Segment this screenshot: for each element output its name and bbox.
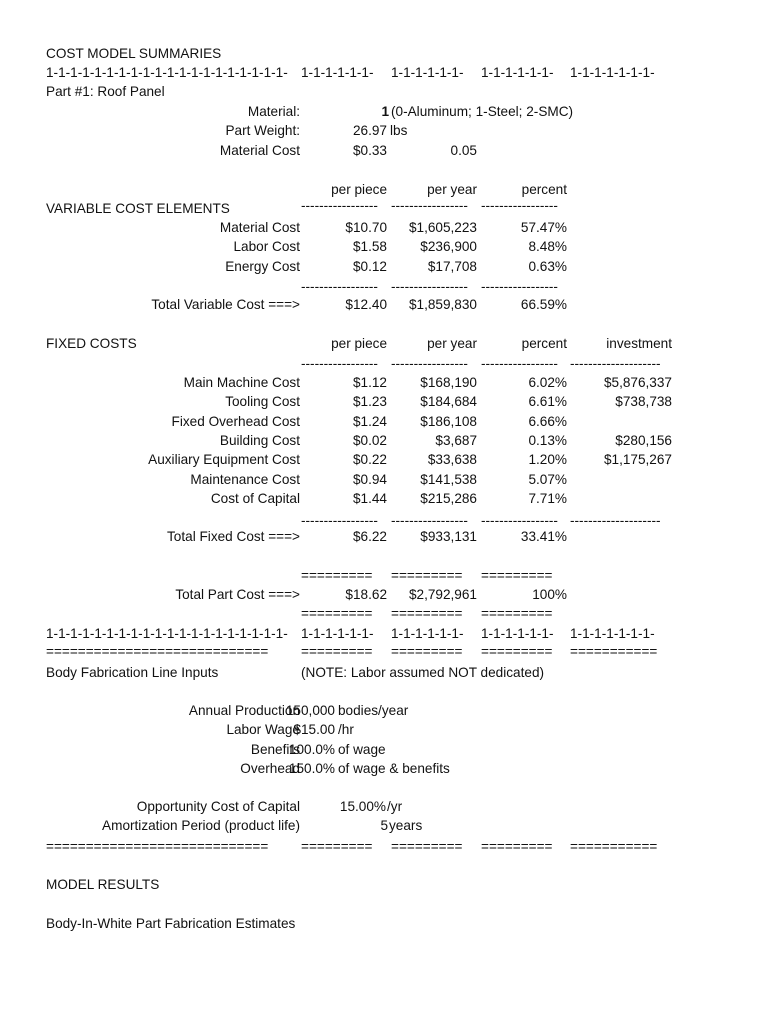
fixed-total-piece: $6.22 bbox=[352, 529, 387, 544]
fixed-row-investment: $5,876,337 bbox=[603, 375, 672, 390]
variable-row-label: Material Cost bbox=[219, 220, 300, 235]
fixed-row-label: Tooling Cost bbox=[225, 394, 300, 410]
fixed-underline-1: ----------------- bbox=[301, 356, 378, 371]
dash-separator-2b: 1-1-1-1-1-1- bbox=[301, 626, 374, 641]
fixed-total-underline-3: ----------------- bbox=[481, 513, 558, 528]
fixed-row-percent: 5.07% bbox=[528, 471, 567, 487]
material-cost-label: Material Cost bbox=[219, 143, 300, 158]
fixed-row-label: Maintenance Cost bbox=[190, 471, 300, 487]
fixed-row-label: Auxiliary Equipment Cost bbox=[148, 452, 300, 468]
fixed-underline-2: ----------------- bbox=[391, 356, 468, 371]
fixed-row-label: Fixed Overhead Cost bbox=[171, 413, 300, 429]
input-row-unit: /hr bbox=[338, 722, 354, 738]
variable-row-label: Labor Cost bbox=[233, 239, 300, 255]
variable-underline-3: ----------------- bbox=[481, 198, 558, 213]
equals-separator-2d: ========= bbox=[481, 839, 553, 854]
capital-row-label: Amortization Period (product life) bbox=[102, 818, 300, 834]
part-total-label: Total Part Cost ===> bbox=[175, 587, 300, 602]
equals-separator-1e: =========== bbox=[570, 644, 658, 659]
fixed-row-per-year: $184,684 bbox=[420, 394, 477, 410]
fixed-row-percent: 0.13% bbox=[528, 432, 567, 448]
dash-separator-2e: 1-1-1-1-1-1-1- bbox=[570, 626, 655, 641]
equals-separator-2a: ============================ bbox=[46, 839, 269, 854]
fixed-total-percent: 33.41% bbox=[520, 529, 567, 544]
fixed-row-percent: 6.61% bbox=[528, 394, 567, 410]
material-note: (0-Aluminum; 1-Steel; 2-SMC) bbox=[391, 104, 574, 119]
variable-total-percent: 66.59% bbox=[520, 297, 567, 312]
sheet-title: COST MODEL SUMMARIES bbox=[46, 46, 222, 61]
fixed-row-percent: 1.20% bbox=[528, 452, 567, 468]
part-total-piece: $18.62 bbox=[345, 587, 387, 602]
capital-row-value: 5 bbox=[380, 818, 388, 834]
fixed-row-per-year: $186,108 bbox=[420, 413, 477, 429]
results-subtitle: Body-In-White Part Fabrication Estimates bbox=[46, 916, 296, 931]
fixed-total-underline-1: ----------------- bbox=[301, 513, 378, 528]
input-row-label: Labor Wage bbox=[226, 722, 300, 738]
capital-row-value: 15.00% bbox=[339, 799, 386, 814]
variable-row-per-year: $1,605,223 bbox=[408, 220, 477, 235]
part-total-equals-bottom-2: ========= bbox=[391, 606, 463, 621]
variable-total-label: Total Variable Cost ===> bbox=[151, 297, 300, 312]
fixed-row-label: Main Machine Cost bbox=[183, 375, 300, 390]
variable-row-percent: 0.63% bbox=[528, 258, 567, 274]
fixed-row-per-piece: $0.02 bbox=[352, 432, 387, 448]
variable-row-per-piece: $10.70 bbox=[345, 220, 387, 235]
variable-row-per-piece: $1.58 bbox=[352, 239, 387, 255]
fixed-row-per-piece: $0.22 bbox=[352, 452, 387, 468]
equals-separator-1d: ========= bbox=[481, 644, 553, 659]
fixed-header-percent: percent bbox=[521, 336, 567, 351]
part-total-equals-top-1: ========= bbox=[301, 568, 373, 583]
input-row-label: Benefits bbox=[250, 741, 300, 757]
fixed-row-investment: $1,175,267 bbox=[603, 452, 672, 468]
input-row-value: 150.0% bbox=[288, 760, 335, 776]
fixed-row-per-year: $3,687 bbox=[435, 432, 477, 448]
dash-separator-b: 1-1-1-1-1-1- bbox=[301, 65, 374, 80]
part-weight-label: Part Weight: bbox=[225, 123, 300, 138]
fixed-underline-4: -------------------- bbox=[570, 356, 661, 371]
fixed-row-per-piece: $1.44 bbox=[352, 490, 387, 506]
fixed-row-percent: 6.66% bbox=[528, 413, 567, 429]
variable-total-underline-1: ----------------- bbox=[301, 279, 378, 294]
fixed-header-investment: investment bbox=[606, 336, 672, 351]
variable-row-percent: 57.47% bbox=[520, 220, 567, 235]
fixed-row-per-year: $215,286 bbox=[420, 490, 477, 506]
dash-separator-2c: 1-1-1-1-1-1- bbox=[391, 626, 464, 641]
fixed-row-per-piece: $1.24 bbox=[352, 413, 387, 429]
fixed-header-per-piece: per piece bbox=[331, 336, 387, 351]
variable-total-piece: $12.40 bbox=[345, 297, 387, 312]
part-total-equals-top-2: ========= bbox=[391, 568, 463, 583]
input-row-unit: of wage & benefits bbox=[338, 760, 450, 776]
variable-underline-2: ----------------- bbox=[391, 198, 468, 213]
material-label: Material: bbox=[247, 104, 300, 119]
variable-header-per-piece: per piece bbox=[331, 182, 387, 197]
inputs-title: Body Fabrication Line Inputs bbox=[46, 665, 219, 680]
capital-row-unit: years bbox=[389, 818, 423, 834]
equals-separator-2e: =========== bbox=[570, 839, 658, 854]
variable-header-per-year: per year bbox=[427, 182, 477, 197]
material-cost-extra: 0.05 bbox=[450, 143, 477, 158]
variable-header-percent: percent bbox=[521, 182, 567, 197]
fixed-row-percent: 6.02% bbox=[528, 375, 567, 390]
fixed-header-per-year: per year bbox=[427, 336, 477, 351]
input-row-value: $15.00 bbox=[293, 722, 335, 738]
dash-separator-d: 1-1-1-1-1-1- bbox=[481, 65, 554, 80]
fixed-total-label: Total Fixed Cost ===> bbox=[167, 529, 300, 544]
variable-total-year: $1,859,830 bbox=[408, 297, 477, 312]
fixed-total-year: $933,131 bbox=[420, 529, 477, 544]
fixed-total-underline-4: -------------------- bbox=[570, 513, 661, 528]
variable-total-underline-2: ----------------- bbox=[391, 279, 468, 294]
variable-underline-1: ----------------- bbox=[301, 198, 378, 213]
material-value: 1 bbox=[381, 104, 389, 119]
equals-separator-1c: ========= bbox=[391, 644, 463, 659]
input-row-unit: of wage bbox=[338, 741, 386, 757]
fixed-underline-3: ----------------- bbox=[481, 356, 558, 371]
results-title: MODEL RESULTS bbox=[46, 877, 160, 892]
variable-row-per-piece: $0.12 bbox=[352, 258, 387, 274]
part-weight-unit: lbs bbox=[390, 123, 408, 138]
capital-row-unit: /yr bbox=[387, 799, 403, 814]
dash-separator-c: 1-1-1-1-1-1- bbox=[391, 65, 464, 80]
part-total-year: $2,792,961 bbox=[408, 587, 477, 602]
fixed-row-label: Cost of Capital bbox=[210, 490, 300, 506]
variable-row-per-year: $17,708 bbox=[427, 258, 477, 274]
input-row-value: 100.0% bbox=[288, 741, 335, 757]
part-total-equals-bottom-3: ========= bbox=[481, 606, 553, 621]
fixed-section-label: FIXED COSTS bbox=[46, 336, 137, 351]
variable-row-label: Energy Cost bbox=[225, 258, 300, 274]
fixed-row-per-piece: $1.23 bbox=[352, 394, 387, 410]
fixed-row-per-year: $168,190 bbox=[420, 375, 477, 390]
fixed-row-label: Building Cost bbox=[219, 432, 300, 448]
variable-row-percent: 8.48% bbox=[528, 239, 567, 255]
variable-section-label: VARIABLE COST ELEMENTS bbox=[46, 201, 230, 216]
part-total-equals-top-3: ========= bbox=[481, 568, 553, 583]
equals-separator-2b: ========= bbox=[301, 839, 373, 854]
part-total-equals-bottom-1: ========= bbox=[301, 606, 373, 621]
equals-separator-1b: ========= bbox=[301, 644, 373, 659]
fixed-row-per-year: $33,638 bbox=[427, 452, 477, 468]
material-cost-value: $0.33 bbox=[352, 143, 387, 158]
inputs-note: (NOTE: Labor assumed NOT dedicated) bbox=[301, 665, 545, 680]
fixed-row-investment: $738,738 bbox=[615, 394, 672, 410]
dash-separator-a: 1-1-1-1-1-1-1-1-1-1-1-1-1-1-1-1-1-1-1-1- bbox=[46, 65, 288, 80]
variable-row-per-year: $236,900 bbox=[420, 239, 477, 255]
input-row-value: 150,000 bbox=[285, 703, 335, 718]
fixed-row-percent: 7.71% bbox=[528, 490, 567, 506]
part-weight-value: 26.97 bbox=[352, 123, 387, 138]
input-row-unit: bodies/year bbox=[338, 703, 409, 718]
fixed-row-per-year: $141,538 bbox=[420, 471, 477, 487]
dash-separator-2d: 1-1-1-1-1-1- bbox=[481, 626, 554, 641]
fixed-row-per-piece: $1.12 bbox=[352, 375, 387, 390]
equals-separator-2c: ========= bbox=[391, 839, 463, 854]
fixed-row-per-piece: $0.94 bbox=[352, 471, 387, 487]
equals-separator-1a: ============================ bbox=[46, 644, 269, 659]
dash-separator-2a: 1-1-1-1-1-1-1-1-1-1-1-1-1-1-1-1-1-1-1-1- bbox=[46, 626, 288, 641]
dash-separator-e: 1-1-1-1-1-1-1- bbox=[570, 65, 655, 80]
fixed-row-investment: $280,156 bbox=[615, 432, 672, 448]
part-total-percent: 100% bbox=[532, 587, 567, 602]
fixed-total-underline-2: ----------------- bbox=[391, 513, 468, 528]
input-row-label: Annual Production bbox=[188, 703, 300, 718]
capital-row-label: Opportunity Cost of Capital bbox=[136, 799, 300, 814]
input-row-label: Overhead bbox=[240, 760, 300, 776]
part-name: Part #1: Roof Panel bbox=[46, 84, 165, 99]
variable-total-underline-3: ----------------- bbox=[481, 279, 558, 294]
